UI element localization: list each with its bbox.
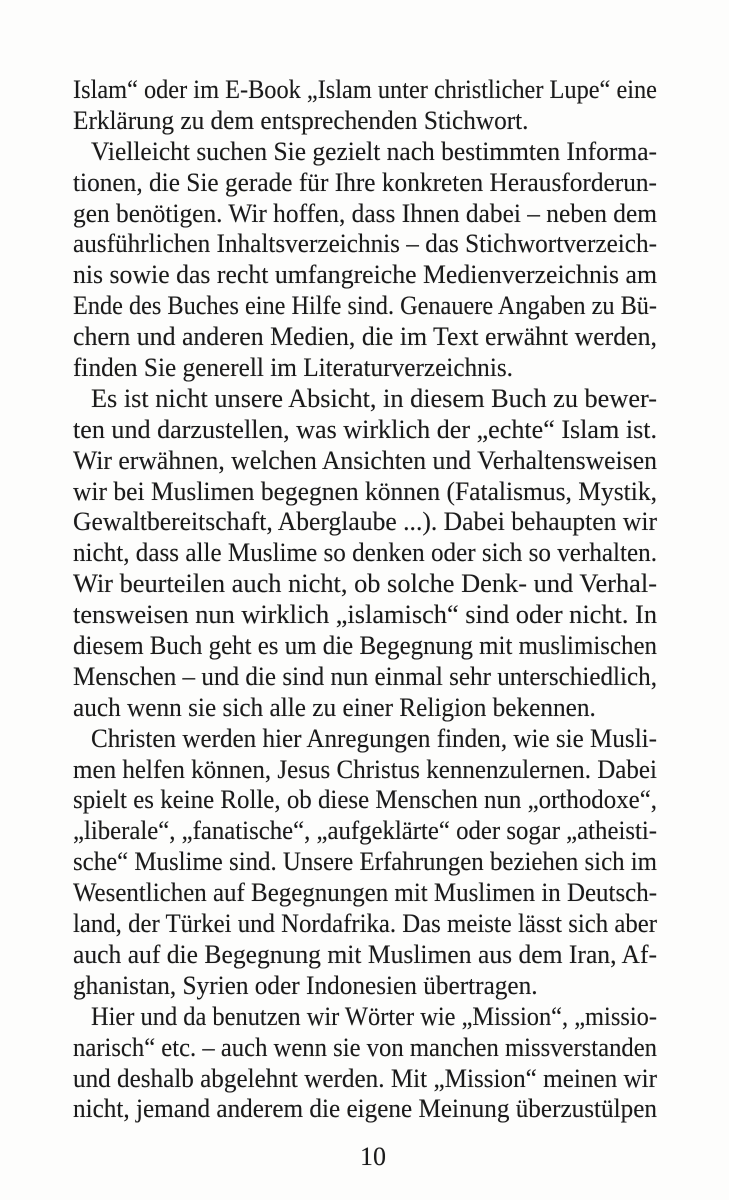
text-line: narisch“ etc. – auch wenn sie von manchen missverstanden	[73, 1032, 657, 1062]
text-line: ten und darzustellen, was wirklich der „echte“ Islam ist.	[73, 414, 657, 444]
text-line: Vielleicht suchen Sie gezielt nach bestimmten Informa-	[91, 136, 657, 166]
text-line: Christen werden hier Anregungen finden, wie sie Musli-	[91, 723, 657, 753]
text-line: land, der Türkei und Nordafrika. Das meiste lässt sich aber	[73, 909, 657, 939]
text-line: nis sowie das recht umfangreiche Medienverzeichnis am	[73, 260, 657, 290]
paragraph	[73, 1002, 657, 1126]
text-line: Hier und da benutzen wir Wörter wie „Mission“, „missio-	[91, 1001, 657, 1031]
text-line: Es ist nicht unsere Absicht, in diesem Buch zu bewer-	[91, 383, 657, 413]
text-line: finden Sie generell im Literaturverzeichnis.	[73, 353, 513, 383]
paragraph	[73, 384, 657, 724]
text-line: men helfen können, Jesus Christus kennenzulernen. Dabei	[73, 754, 657, 784]
page-number: 10	[360, 1142, 386, 1171]
text-line: auch wenn sie sich alle zu einer Religion bekennen.	[73, 692, 596, 722]
text-line: Wir beurteilen auch nicht, ob solche Denk- und Verhal-	[73, 569, 657, 599]
text-line: chern und anderen Medien, die im Text erwähnt werden,	[73, 322, 657, 352]
text-line: Islam“ oder im E-Book „Islam unter christlicher Lupe“ eine	[73, 75, 657, 104]
paragraph	[73, 75, 657, 137]
text-line: auch auf die Begegnung mit Muslimen aus dem Iran, Af-	[73, 939, 657, 969]
text-line: tionen, die Sie gerade für Ihre konkreten Herausforderun-	[73, 167, 657, 197]
text-line: nicht, jemand anderem die eigene Meinung überzustülpen	[73, 1094, 657, 1124]
text-line: Gewaltbereitschaft, Aberglaube ...). Dabei behaupten wir	[73, 507, 657, 537]
paragraph	[73, 724, 657, 1002]
text-line: Erklärung zu dem entsprechenden Stichwort.	[73, 105, 529, 135]
text-line: und deshalb abgelehnt werden. Mit „Mission“ meinen wir	[73, 1063, 657, 1093]
text-line: gen benötigen. Wir hoffen, dass Ihnen dabei – neben dem	[73, 198, 657, 228]
text-line: Ende des Buches eine Hilfe sind. Genauere Angaben zu Bü-	[73, 291, 657, 321]
text-line: nicht, dass alle Muslime so denken oder sich so verhalten.	[73, 538, 657, 568]
text-line: Wir erwähnen, welchen Ansichten und Verhaltensweisen	[73, 445, 657, 475]
text-line: spielt es keine Rolle, ob diese Menschen nun „orthodoxe“,	[73, 785, 657, 815]
text-line: „liberale“, „fanatische“, „aufgeklärte“ oder sogar „atheisti-	[73, 816, 657, 846]
text-line: Wesentlichen auf Begegnungen mit Muslimen in Deutsch-	[73, 878, 657, 908]
text-line: sche“ Muslime sind. Unsere Erfahrungen beziehen sich im	[73, 847, 657, 877]
text-line: Menschen – und die sind nun einmal sehr unterschiedlich,	[73, 661, 657, 691]
text-line: diesem Buch geht es um die Begegnung mit muslimischen	[73, 631, 657, 661]
paragraph	[73, 137, 657, 384]
text-line: tensweisen nun wirklich „islamisch“ sind oder nicht. In	[73, 600, 657, 630]
text-line: wir bei Muslimen begegnen können (Fatalismus, Mystik,	[73, 476, 657, 506]
text-line: ausführlichen Inhaltsverzeichnis – das Stichwortverzeich-	[73, 229, 657, 259]
page-text	[73, 75, 657, 1125]
text-line: ghanistan, Syrien oder Indonesien übertragen.	[73, 970, 538, 1000]
